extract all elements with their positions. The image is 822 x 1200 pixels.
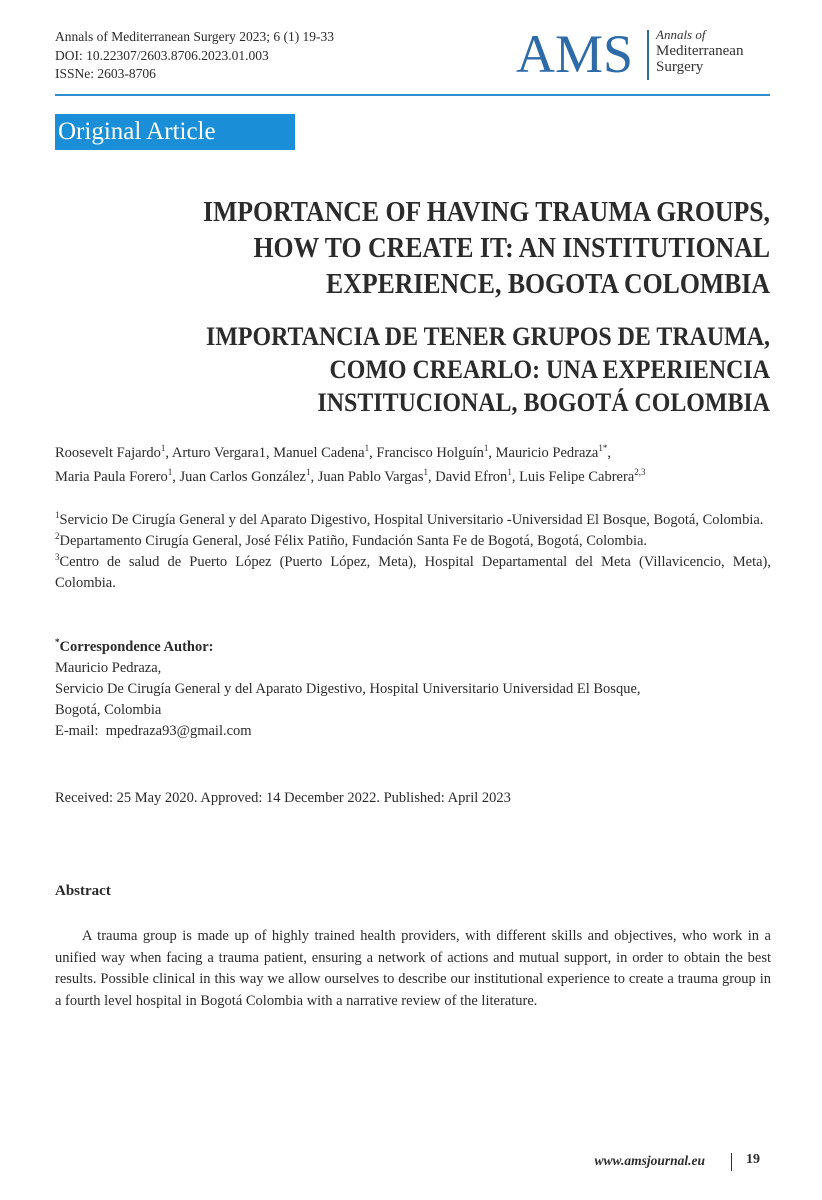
footer-divider: [731, 1153, 732, 1171]
journal-info: [55, 28, 334, 84]
title-english: [126, 195, 770, 303]
email-address[interactable]: mpedraza93@gmail.com: [105, 723, 252, 739]
author: Arturo Vergara1,: [171, 445, 274, 461]
author: Juan Carlos González$^1$,: [179, 467, 318, 485]
title-spanish: [126, 320, 770, 419]
affiliation: $^3$Centro de salud de Puerto López (Puerto López, Meta), Hospital Departamental del Meta (Villavicencio, Meta), Colombia.: [55, 552, 771, 591]
logo-line-3: Surgery: [656, 59, 704, 75]
logo-line-1: Annals of: [656, 27, 706, 42]
journal-logo: [516, 26, 776, 82]
correspondence-name: Mauricio Pedraza,: [55, 660, 162, 676]
affiliation: $^1$Servicio De Cirugía General y del Aparato Digestivo, Hospital Universitario -Universidad El Bosque, Bogotá, Colombia.: [55, 510, 764, 528]
author: Mauricio Pedraza$^{1*}$,: [495, 443, 611, 461]
correspondence-email-row: [55, 721, 771, 742]
author: David Efron$^1$,: [435, 467, 520, 485]
correspondence-city: Bogotá, Colombia: [55, 702, 162, 718]
correspondence-heading: *Correspondence Author:: [55, 637, 214, 655]
abstract-body: A trauma group is made up of highly trained health providers, with different skills and objectives, who work in a unified way when facing a trauma patient, ensuring a network of actions and mutual support, in order to obtain the best results. Possible clinical in this way we allow ourselves to describe our institutional experience to create a trauma group in a fourth level hospital in Bogotá Colombia with a narrative review of the literature.: [55, 928, 771, 1009]
publication-dates: Received: 25 May 2020. Approved: 14 December 2022. Published: April 2023: [55, 790, 511, 806]
author: Roosevelt Fajardo$^1$,: [55, 443, 172, 461]
affiliations: [55, 510, 771, 594]
author: Manuel Cadena$^1$,: [273, 443, 377, 461]
author: Juan Pablo Vargas$^1$,: [317, 467, 436, 485]
title-en-line-3: EXPERIENCE, BOGOTA COLOMBIA: [326, 269, 770, 300]
author: Francisco Holguín$^1$,: [376, 443, 496, 461]
issn: ISSNe: 2603-8706: [55, 66, 156, 81]
title-en-line-1: IMPORTANCE OF HAVING TRAUMA GROUPS,: [202, 197, 770, 228]
title-en-line-2: HOW TO CREATE IT: AN INSTITUTIONAL: [253, 233, 770, 264]
author: Maria Paula Forero$^1$,: [55, 467, 180, 485]
logo-mark: AMS: [516, 24, 634, 84]
page-number: 19: [746, 1152, 760, 1167]
title-es-line-2: COMO CREARLO: UNA EXPERIENCIA: [329, 355, 770, 384]
abstract-heading: Abstract: [55, 883, 111, 899]
logo-line-2: Mediterranean: [656, 43, 744, 59]
section-label: Original Article: [58, 118, 216, 145]
title-es-line-1: IMPORTANCIA DE TENER GRUPOS DE TRAUMA,: [206, 322, 771, 351]
header-rule: [55, 94, 770, 96]
email-label: E-mail:: [55, 723, 99, 739]
author-list: [55, 441, 771, 489]
logo-divider: [647, 30, 649, 80]
title-es-line-3: INSTITUCIONAL, BOGOTÁ COLOMBIA: [317, 388, 770, 417]
author: Luis Felipe Cabrera$^{2,3}$: [519, 467, 646, 485]
journal-citation: Annals of Mediterranean Surgery 2023; 6 (1) 19-33: [55, 29, 335, 44]
correspondence-institution: Servicio De Cirugía General y del Aparato Digestivo, Hospital Universitario Universidad El Bosque,: [55, 681, 641, 697]
footer-url[interactable]: www.amsjournal.eu: [594, 1153, 705, 1168]
doi: DOI: 10.22307/2603.8706.2023.01.003: [55, 47, 269, 63]
logo-text: [656, 27, 743, 75]
affiliation: $^2$Departamento Cirugía General, José Félix Patiño, Fundación Santa Fe de Bogotá, Bogotá, Colombia.: [55, 531, 648, 549]
correspondence: [55, 637, 771, 742]
